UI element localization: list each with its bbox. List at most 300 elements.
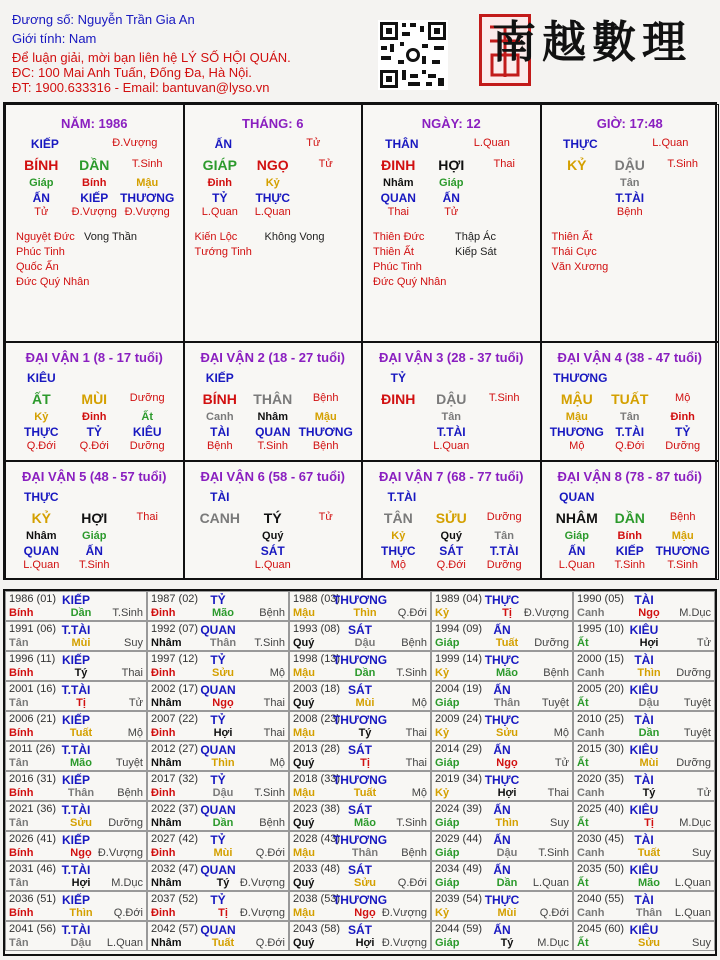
year-star: TỶ xyxy=(210,653,226,667)
pillar-cell xyxy=(184,104,363,342)
hidden-state: Tử xyxy=(444,206,459,218)
chi-branch: HỢI xyxy=(81,510,108,526)
year-branch: Mùi xyxy=(71,637,91,649)
year-label: 2039 (54) xyxy=(435,893,483,905)
chi-state: Thai xyxy=(493,158,515,170)
year-label: 2024 (39) xyxy=(435,803,483,815)
year-branch: Tuất xyxy=(69,727,93,739)
year-stem: Canh xyxy=(577,607,605,619)
chi-state: Thai xyxy=(136,511,158,523)
hidden-stem: Giáp xyxy=(82,530,107,542)
year-state: Dưỡng xyxy=(676,757,711,769)
year-cell xyxy=(289,831,431,861)
year-state: T.Sinh xyxy=(538,847,569,859)
hidden-star: TỶ xyxy=(212,191,228,205)
year-star: KIÊU xyxy=(629,863,659,877)
year-star: THỰC xyxy=(484,893,520,907)
year-branch: Ngọ xyxy=(212,697,234,709)
can-stem: TÂN xyxy=(383,510,413,526)
year-state: Đ.Vượng xyxy=(381,937,427,949)
year-branch: Tị xyxy=(218,907,228,919)
hidden-stem: Nhâm xyxy=(257,411,289,423)
year-label: 1986 (01) xyxy=(9,593,57,605)
chi-state: Mộ xyxy=(675,392,691,404)
hidden-state: L.Quan xyxy=(201,206,238,218)
chi-state: T.Sinh xyxy=(488,392,520,404)
year-branch: Tuất xyxy=(211,937,235,949)
year-cell xyxy=(573,681,715,711)
year-label: 2022 (37) xyxy=(151,803,199,815)
year-stem: Bính xyxy=(9,847,34,859)
hidden-stem: Quý xyxy=(262,530,284,542)
year-cell xyxy=(147,891,289,921)
dai-van-title: ĐẠI VẬN 7 (68 - 77 tuổi) xyxy=(379,469,524,484)
year-cell xyxy=(573,591,715,621)
year-star: KIÊU xyxy=(629,623,659,637)
year-star: KIÊU xyxy=(629,803,659,817)
year-cell xyxy=(147,741,289,771)
dai-van-title: ĐẠI VẬN 4 (38 - 47 tuổi) xyxy=(557,350,702,365)
year-cell xyxy=(147,921,289,951)
year-star: QUAN xyxy=(200,623,236,637)
year-cell xyxy=(431,711,573,741)
hidden-star: THƯƠNG xyxy=(120,191,175,205)
year-cell xyxy=(573,621,715,651)
than-sat-good: Thiên Đức xyxy=(373,231,425,243)
year-state: Suy xyxy=(692,937,711,949)
dai-van-star: QUAN xyxy=(559,490,595,504)
hidden-state: Bệnh xyxy=(312,440,339,452)
hidden-state: Đ.Vượng xyxy=(124,206,170,218)
hidden-star: THƯƠNG xyxy=(298,425,353,439)
year-stem: Ất xyxy=(577,877,589,889)
year-stem: Quý xyxy=(293,877,315,889)
hidden-stem: Giáp xyxy=(29,177,54,189)
can-stem: MẬU xyxy=(560,391,593,407)
year-label: 2002 (17) xyxy=(151,683,199,695)
year-stem: Đinh xyxy=(151,907,176,919)
year-state: Bệnh xyxy=(401,637,427,649)
year-cell xyxy=(573,771,715,801)
year-state: M.Dục xyxy=(537,937,569,949)
year-cell xyxy=(289,741,431,771)
year-star: T.TÀI xyxy=(61,743,91,757)
header xyxy=(0,0,720,100)
year-state: L.Quan xyxy=(106,937,143,949)
hidden-state: Dưỡng xyxy=(665,440,701,452)
year-cell xyxy=(5,711,147,741)
year-state: Tử xyxy=(128,697,143,709)
than-sat-bad: Thập Ác xyxy=(455,231,496,243)
year-label: 2021 (36) xyxy=(9,803,57,815)
hidden-stem: Tân xyxy=(619,411,640,423)
year-stem: Kỷ xyxy=(435,667,450,679)
year-star: ẤN xyxy=(493,863,511,877)
year-cell xyxy=(431,741,573,771)
year-label: 2033 (48) xyxy=(293,863,341,875)
year-cell xyxy=(5,921,147,951)
year-label: 1994 (09) xyxy=(435,623,483,635)
year-cell xyxy=(573,651,715,681)
year-cell xyxy=(573,801,715,831)
year-label: 2007 (22) xyxy=(151,713,199,725)
year-state: Bệnh xyxy=(259,817,285,829)
than-sat-good: Kiến Lộc xyxy=(194,231,238,243)
qr-code-icon xyxy=(378,20,448,90)
year-stem: Kỷ xyxy=(435,907,450,919)
chi-branch: MÙI xyxy=(81,391,108,407)
year-stem: Giáp xyxy=(435,637,460,649)
year-star: SÁT xyxy=(348,683,372,697)
year-cell xyxy=(5,891,147,921)
hidden-state: T.Sinh xyxy=(78,559,110,571)
dai-van-title: ĐẠI VẬN 5 (48 - 57 tuổi) xyxy=(22,469,167,484)
year-cell xyxy=(5,741,147,771)
year-branch: Tị xyxy=(360,757,370,769)
year-branch: Tị xyxy=(76,697,86,709)
hidden-state: T.Sinh xyxy=(614,559,646,571)
year-label: 2043 (58) xyxy=(293,923,341,935)
year-label: 2037 (52) xyxy=(151,893,199,905)
hidden-stem: Ất xyxy=(141,411,153,423)
dai-van-cell xyxy=(5,461,184,580)
year-branch: Hợi xyxy=(639,637,659,649)
year-cell xyxy=(573,711,715,741)
year-stem: Bính xyxy=(9,787,34,799)
than-sat-good: Đức Quý Nhân xyxy=(16,276,90,288)
year-star: TỶ xyxy=(210,773,226,787)
year-stem: Tân xyxy=(9,757,29,769)
chi-branch: DẦN xyxy=(79,157,110,173)
than-sat-good: Thiên Ất xyxy=(373,246,414,258)
year-star: TỶ xyxy=(210,593,226,607)
year-star: KIẾP xyxy=(61,833,91,847)
year-cell xyxy=(431,771,573,801)
year-stem: Mậu xyxy=(293,607,315,619)
year-label: 2032 (47) xyxy=(151,863,199,875)
year-star: QUAN xyxy=(200,923,236,937)
year-label: 1997 (12) xyxy=(151,653,199,665)
chart-grid xyxy=(3,102,717,580)
year-state: Bệnh xyxy=(543,667,569,679)
year-star: QUAN xyxy=(200,743,236,757)
dai-van-title: ĐẠI VẬN 3 (28 - 37 tuổi) xyxy=(379,350,524,365)
year-label: 1999 (14) xyxy=(435,653,483,665)
year-branch: Thân xyxy=(635,907,663,919)
chi-state: T.Sinh xyxy=(667,158,698,170)
contact-address: ĐC: 100 Mai Anh Tuấn, Đống Đa, Hà Nội. xyxy=(12,65,252,80)
year-star: ẤN xyxy=(493,743,511,757)
year-stem: Giáp xyxy=(435,847,460,859)
year-label: 2040 (55) xyxy=(577,893,625,905)
year-label: 1992 (07) xyxy=(151,623,199,635)
year-label: 1987 (02) xyxy=(151,593,199,605)
than-sat-good: Phúc Tinh xyxy=(373,261,422,273)
year-state: T.Sinh xyxy=(396,817,427,829)
year-state: Bệnh xyxy=(259,607,285,619)
year-label: 2013 (28) xyxy=(293,743,341,755)
chi-branch: NGỌ xyxy=(256,157,289,173)
year-label: 2041 (56) xyxy=(9,923,57,935)
year-cell xyxy=(431,831,573,861)
pillar-title: GIỜ: 17:48 xyxy=(596,116,663,131)
year-cell xyxy=(147,861,289,891)
year-cell xyxy=(147,591,289,621)
year-cell xyxy=(147,771,289,801)
year-branch: Dậu xyxy=(354,637,376,649)
year-branch: Dần xyxy=(70,607,92,619)
year-state: Mộ xyxy=(411,697,427,709)
year-branch: Mùi xyxy=(213,847,233,859)
year-label: 2009 (24) xyxy=(435,713,483,725)
year-cell xyxy=(573,891,715,921)
year-state: Thai xyxy=(121,667,143,679)
year-branch: Thân xyxy=(351,847,379,859)
dai-van-star: TỶ xyxy=(390,371,406,385)
than-sat-bad: Vong Thần xyxy=(84,231,138,243)
hidden-stem: Mậu xyxy=(671,530,694,542)
pillar-phu: Đ.Vượng xyxy=(112,137,158,149)
year-star: KIÊU xyxy=(629,743,659,757)
year-label: 2015 (30) xyxy=(577,743,625,755)
year-branch: Hợi xyxy=(497,787,517,799)
contact-phone-email: ĐT: 1900.633316 - Email: bantuvan@lyso.vn xyxy=(12,80,270,95)
year-star: ẤN xyxy=(493,923,511,937)
than-sat-bad: Kiếp Sát xyxy=(455,246,497,258)
hidden-stem: Đinh xyxy=(207,177,233,189)
hidden-star: KIẾP xyxy=(80,191,109,205)
hidden-star: TỶ xyxy=(675,425,691,439)
year-star: QUAN xyxy=(200,683,236,697)
dai-van-cell xyxy=(362,461,541,580)
year-state: Mộ xyxy=(269,757,285,769)
year-cell xyxy=(5,621,147,651)
hidden-star: ẤN xyxy=(85,544,103,558)
year-state: L.Quan xyxy=(674,877,711,889)
year-label: 2003 (18) xyxy=(293,683,341,695)
year-label: 2004 (19) xyxy=(435,683,483,695)
year-branch: Hợi xyxy=(355,937,375,949)
year-branch: Mão xyxy=(496,667,518,679)
year-stem: Tân xyxy=(9,637,29,649)
year-state: Thai xyxy=(263,727,285,739)
year-cell xyxy=(289,921,431,951)
chi-branch: DẬU xyxy=(614,157,645,173)
year-branch: Tý xyxy=(74,667,88,679)
hidden-stem: Nhâm xyxy=(26,530,57,542)
year-stem: Đinh xyxy=(151,607,176,619)
year-cell xyxy=(289,621,431,651)
pillar-title: THÁNG: 6 xyxy=(242,116,304,131)
dai-van-cell xyxy=(541,461,720,580)
year-cell xyxy=(5,591,147,621)
hidden-star: ẤN xyxy=(442,191,460,205)
than-sat-good: Thiên Ất xyxy=(551,231,593,243)
year-stem: Kỷ xyxy=(435,607,450,619)
hidden-stem: Tân xyxy=(494,530,514,542)
year-branch: Ngọ xyxy=(70,847,92,859)
year-state: Thai xyxy=(405,757,427,769)
year-stem: Quý xyxy=(293,637,315,649)
year-state: Tử xyxy=(554,757,569,769)
year-branch: Thìn xyxy=(495,817,519,829)
year-stem: Ất xyxy=(577,637,589,649)
chi-branch: DẬU xyxy=(436,391,467,407)
year-state: Thai xyxy=(263,697,285,709)
pillar-phu: Tử xyxy=(306,137,321,149)
year-cell xyxy=(573,831,715,861)
year-star: THƯƠNG xyxy=(332,773,388,787)
year-star: ẤN xyxy=(493,803,511,817)
year-state: Mộ xyxy=(553,727,569,739)
dai-van-star: THỰC xyxy=(23,490,59,504)
year-state: L.Quan xyxy=(674,907,711,919)
year-stem: Mậu xyxy=(293,727,315,739)
client-name: Đương số: Nguyễn Trần Gia An xyxy=(12,12,195,27)
year-star: T.TÀI xyxy=(61,623,91,637)
chi-state: Tử xyxy=(318,511,333,523)
dai-van-title: ĐẠI VẬN 6 (58 - 67 tuổi) xyxy=(200,469,345,484)
year-state: Tuyệt xyxy=(541,697,569,709)
than-sat-good: Tướng Tinh xyxy=(194,246,252,258)
hidden-state: L.Quan xyxy=(23,559,60,571)
pillar-star: ẤN xyxy=(214,137,232,151)
dai-van-cell xyxy=(5,342,184,461)
year-star: TÀI xyxy=(634,893,654,907)
year-stem: Mậu xyxy=(293,787,315,799)
pillar-phu: L.Quan xyxy=(652,137,689,149)
year-stem: Bính xyxy=(9,667,34,679)
chi-branch: TÝ xyxy=(263,510,282,526)
year-label: 2018 (33) xyxy=(293,773,341,785)
dai-van-title: ĐẠI VẬN 8 (78 - 87 tuổi) xyxy=(557,469,702,484)
pillar-star: THỰC xyxy=(563,137,598,151)
year-cell xyxy=(289,801,431,831)
hidden-state: Mộ xyxy=(390,559,406,571)
year-state: Q.Đới xyxy=(255,847,285,859)
year-label: 2042 (57) xyxy=(151,923,199,935)
year-state: Bệnh xyxy=(401,847,427,859)
year-label: 1993 (08) xyxy=(293,623,341,635)
hidden-state: Q.Đới xyxy=(26,440,56,452)
dai-van-title: ĐẠI VẬN 1 (8 - 17 tuổi) xyxy=(25,350,163,365)
year-branch: Hợi xyxy=(71,877,91,889)
year-stem: Ất xyxy=(577,697,589,709)
year-stem: Mậu xyxy=(293,907,315,919)
chi-state: Bệnh xyxy=(669,511,696,523)
year-star: QUAN xyxy=(200,803,236,817)
year-stem: Đinh xyxy=(151,727,176,739)
year-cell xyxy=(5,801,147,831)
year-cell xyxy=(289,891,431,921)
year-star: THỰC xyxy=(484,653,520,667)
year-branch: Mùi xyxy=(355,697,375,709)
chi-state: Dưỡng xyxy=(129,392,165,404)
year-cell xyxy=(289,591,431,621)
hidden-stem: Mậu xyxy=(314,411,337,423)
year-star: THỰC xyxy=(484,713,520,727)
hidden-stem: Tân xyxy=(619,177,640,189)
year-branch: Dần xyxy=(354,667,376,679)
hidden-star: QUAN xyxy=(255,425,291,439)
year-branch: Dậu xyxy=(496,847,518,859)
year-state: L.Quan xyxy=(532,877,569,889)
year-branch: Mão xyxy=(70,757,92,769)
can-stem: ẤT xyxy=(31,391,51,407)
hidden-state: Bệnh xyxy=(616,206,643,218)
hidden-star: KIÊU xyxy=(132,425,162,439)
year-state: Đ.Vượng xyxy=(239,877,285,889)
year-stem: Mậu xyxy=(293,847,315,859)
chi-branch: HỢI xyxy=(438,157,465,173)
year-state: Mộ xyxy=(127,727,143,739)
year-branch: Thìn xyxy=(353,607,377,619)
year-label: 1990 (05) xyxy=(577,593,625,605)
year-label: 1991 (06) xyxy=(9,623,57,635)
year-stem: Giáp xyxy=(435,877,460,889)
year-state: Dưỡng xyxy=(676,667,711,679)
year-stem: Giáp xyxy=(435,817,460,829)
year-stem: Kỷ xyxy=(435,727,450,739)
year-branch: Ngọ xyxy=(496,757,518,769)
year-cell xyxy=(289,771,431,801)
hidden-star: SÁT xyxy=(439,544,464,558)
than-sat-good: Quốc Ấn xyxy=(16,261,59,273)
year-label: 2036 (51) xyxy=(9,893,57,905)
year-cell xyxy=(431,591,573,621)
year-cell xyxy=(5,861,147,891)
year-cell xyxy=(147,651,289,681)
year-label: 2011 (26) xyxy=(9,743,56,755)
can-stem: CANH xyxy=(199,510,241,526)
year-stem: Mậu xyxy=(293,667,315,679)
year-state: Q.Đới xyxy=(397,877,427,889)
year-star: THỰC xyxy=(484,593,520,607)
hidden-state: L.Quan xyxy=(254,559,291,571)
pillar-cell xyxy=(362,104,541,342)
year-stem: Nhâm xyxy=(151,877,182,889)
year-state: Suy xyxy=(692,847,711,859)
hidden-stem: Bính xyxy=(82,177,107,189)
year-cell xyxy=(5,651,147,681)
than-sat-good: Đức Quý Nhân xyxy=(373,276,447,288)
hidden-state: Dưỡng xyxy=(486,559,522,571)
year-label: 2014 (29) xyxy=(435,743,483,755)
hidden-stem: Quý xyxy=(440,530,462,542)
can-stem: BÍNH xyxy=(202,391,237,407)
year-cell xyxy=(573,861,715,891)
year-branch: Thân xyxy=(209,637,237,649)
year-label: 2001 (16) xyxy=(9,683,57,695)
year-cell xyxy=(5,681,147,711)
year-cell xyxy=(431,681,573,711)
year-state: T.Sinh xyxy=(396,667,427,679)
year-star: T.TÀI xyxy=(61,923,91,937)
year-state: Q.Đới xyxy=(113,907,143,919)
hidden-state: T.Sinh xyxy=(667,559,698,571)
year-state: Mộ xyxy=(411,787,427,799)
can-stem: KỶ xyxy=(31,510,52,526)
year-star: TỶ xyxy=(210,713,226,727)
hidden-star: T.TÀI xyxy=(436,425,466,439)
year-branch: Mão xyxy=(638,877,660,889)
year-state: Bệnh xyxy=(117,787,143,799)
year-label: 2028 (43) xyxy=(293,833,341,845)
year-label: 2025 (40) xyxy=(577,803,625,815)
year-branch: Dần xyxy=(638,727,660,739)
year-star: TÀI xyxy=(634,653,654,667)
hidden-stem: Giáp xyxy=(439,177,464,189)
